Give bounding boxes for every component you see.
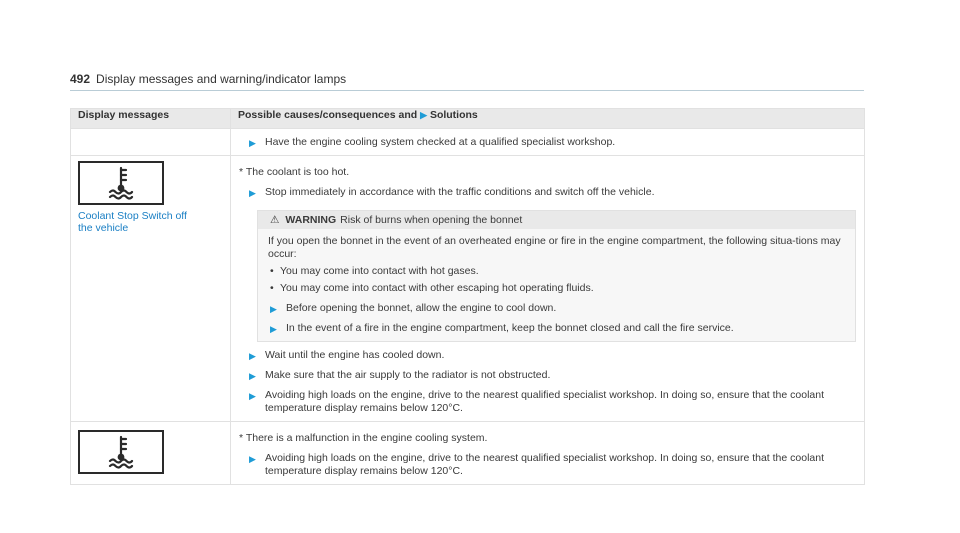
warning-title: Risk of burns when opening the bonnet — [340, 214, 523, 226]
warning-triangle-icon: ⚠ — [270, 214, 280, 226]
list-item: ▶ Before opening the bonnet, allow the engine to cool down. — [270, 302, 557, 314]
row1-solution-cell — [231, 156, 865, 422]
list-item: ▶ In the event of a fire in the engine compartment, keep the bonnet closed and call the fire service. — [270, 322, 734, 334]
arrow-right-icon: ▶ — [249, 188, 256, 198]
page-header — [70, 72, 346, 86]
display-message: Coolant Stop Switch off the vehicle — [78, 210, 187, 234]
arrow-right-icon: ▶ — [249, 454, 256, 464]
arrow-right-icon: ▶ — [270, 304, 277, 314]
bullet-icon: • — [270, 282, 274, 294]
table-row — [71, 129, 865, 156]
row1-message-cell — [71, 156, 231, 422]
arrow-right-icon: ▶ — [249, 371, 256, 381]
table-row — [71, 156, 865, 422]
arrow-right-icon: ▶ — [249, 351, 256, 361]
list-item: ▶ Wait until the engine has cooled down. — [249, 349, 445, 361]
table-header-row — [71, 109, 865, 129]
bullet-icon: • — [270, 265, 274, 277]
arrow-right-icon: ▶ — [270, 324, 277, 334]
display-messages-table — [70, 108, 865, 485]
row0-message-cell — [71, 129, 231, 156]
col-header-causes-solutions: Possible causes/consequences and ▶ Solutions — [231, 109, 865, 129]
header-rule — [70, 90, 864, 91]
list-item: ▶ Avoiding high loads on the engine, drive to the nearest qualified specialist workshop. In doing so, ensure that the coolant temperature display remains below 120°C. — [249, 452, 825, 477]
list-item: ▶ Have the engine cooling system checked at a qualified specialist workshop. — [249, 136, 616, 148]
warning-body — [258, 229, 855, 341]
list-item: ▶ Stop immediately in accordance with the traffic conditions and switch off the vehicle. — [249, 186, 655, 198]
coolant-temperature-icon — [78, 161, 164, 205]
arrow-right-icon: ▶ — [249, 391, 256, 401]
table-row — [71, 422, 865, 485]
list-item: • You may come into contact with hot gases. — [270, 265, 479, 277]
warning-label: WARNING — [285, 214, 337, 226]
cause-text: * The coolant is too hot. — [239, 166, 350, 178]
row2-message-cell — [71, 422, 231, 485]
arrow-right-icon: ▶ — [249, 138, 256, 148]
row2-solution-cell — [231, 422, 865, 485]
list-item: ▶ Avoiding high loads on the engine, drive to the nearest qualified specialist workshop. In doing so, ensure that the coolant temperature display remains below 120°C. — [249, 389, 825, 414]
row0-solution-cell — [231, 129, 865, 156]
col-header-display-messages: Display messages — [71, 109, 231, 129]
coolant-temperature-icon — [78, 430, 164, 474]
arrow-right-icon: ▶ — [420, 110, 428, 120]
list-item: ▶ Make sure that the air supply to the radiator is not obstructed. — [249, 369, 551, 381]
page-title: Display messages and warning/indicator lamps — [96, 72, 347, 86]
list-item: • You may come into contact with other escaping hot operating fluids. — [270, 282, 594, 294]
warning-text: If you open the bonnet in the event of an overheated engine or fire in the engine compartment, the following situa-tions may occur: — [268, 235, 841, 260]
warning-box — [257, 210, 856, 342]
cause-text: * There is a malfunction in the engine cooling system. — [239, 432, 488, 444]
warning-header — [258, 211, 855, 229]
page-number: 492 — [70, 72, 91, 86]
